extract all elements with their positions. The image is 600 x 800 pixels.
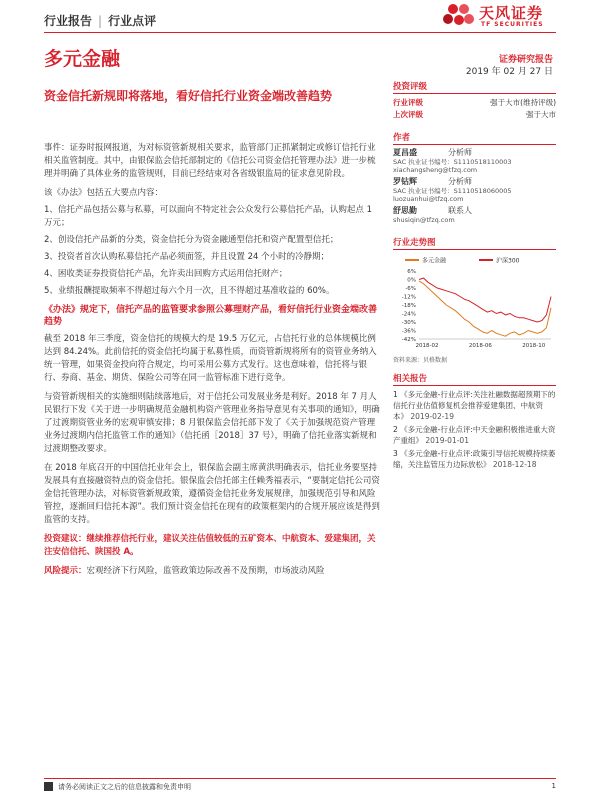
author-entry — [393, 206, 556, 224]
investment-advice: 投资建议：继续推荐信托行业，建议关注估值较低的五矿资本、中航资本、爱建集团，关注安信信托、陕国投 A。 — [44, 534, 376, 557]
y-tick-label: -12% — [401, 294, 416, 301]
paragraph-scale: 截至 2018 年三季度，资金信托的规模大约是 19.5 万亿元，占信托行业的总体规模比例达到 84.24%。此前信托的资金信托均属于私募性质，而资管新规将所有的资管业务纳入统一管理，如果资金投向符合规定，均可采用公募方式发行。这也意味着，信托将与银行、券商、基金、期货、保险公司等在同一监管标准下进行竞争。 — [44, 334, 377, 383]
report-type: 证券研究报告 — [498, 55, 553, 65]
list-item: 3、投资者首次认购私募信托产品必须面签，并且设置 24 个小时的冷静期； — [44, 252, 330, 262]
x-tick-label: 2018-10 — [522, 343, 546, 349]
related-report[interactable] — [393, 389, 556, 422]
company-logo — [441, 0, 559, 34]
related-title: 相关报告 — [393, 372, 556, 386]
legend-label: 多元金融 — [422, 257, 447, 265]
prev-rating-row — [393, 109, 556, 121]
series-line — [419, 278, 551, 322]
related-report[interactable] — [393, 424, 556, 446]
list-item: 5、业绩报酬提取频率不得超过每六个月一次，且不得超过基准收益的 60%。 — [44, 286, 335, 296]
report-subtitle: 资金信托新规即将落地，看好信托行业资金端改善趋势 — [44, 89, 333, 103]
sidebar — [393, 80, 556, 472]
related-report-date: 2019-02-19 — [410, 412, 454, 421]
related-report-text[interactable]: 1 《多元金融-行业点评:关注社融数据超预期下的信托行业估值修复机会推荐爱建集团、中航资本》 — [393, 390, 556, 421]
x-tick-label: 2018-02 — [415, 343, 439, 349]
x-tick-label: 2018-06 — [468, 343, 492, 349]
list-item: 4、困收类证券投资信托产品，允许卖出回购方式运用信托财产； — [44, 269, 288, 279]
subcategory-label: 行业点评 — [108, 14, 157, 28]
author-name: 罗钻辉 — [393, 177, 417, 186]
main-body — [44, 142, 380, 584]
legend-label: 沪深300 — [496, 257, 520, 265]
trend-chart-svg — [393, 253, 556, 353]
y-tick-label: -36% — [401, 328, 416, 335]
author-email[interactable]: shusiqin@tfzq.com — [393, 216, 455, 224]
author-entry — [393, 177, 556, 203]
rating-value: 强于大市(维持评级) — [490, 98, 556, 107]
y-tick-label: -42% — [401, 337, 416, 343]
rating-label: 行业评级 — [393, 98, 423, 107]
footer-divider — [44, 778, 556, 779]
author-role: 联系人 — [448, 206, 472, 215]
related-report-date: 2019-01-01 — [425, 436, 469, 445]
report-date: 2019 年 02 月 27 日 — [465, 67, 553, 77]
author-name: 夏昌盛 — [393, 148, 417, 157]
header-divider — [44, 32, 556, 33]
risk-text: 宏观经济下行风险，监管政策边际改善不及预期，市场波动风险 — [86, 566, 325, 576]
category-label: 行业报告 — [44, 14, 93, 28]
y-tick-label: 0% — [407, 277, 416, 284]
y-tick-label: -18% — [401, 303, 416, 309]
logo-text-cn: 天风证券 — [479, 4, 544, 22]
series-line — [419, 281, 551, 336]
author-entry — [393, 148, 556, 174]
list-item: 2、创设信托产品新的分类，资金信托分为资金融通型信托和资产配置型信托； — [44, 235, 339, 245]
author-role: 分析师 — [448, 148, 472, 157]
section-subhead: 《办法》规定下，信托产品的监管要求参照公募理财产品，看好信托行业资金端改善趋势 — [44, 305, 378, 327]
author-name: 舒思勤 — [393, 206, 417, 215]
footer-disclaimer: 请务必阅读正文之后的信息披露和免责申明 — [58, 783, 191, 791]
author-sac: SAC 执业证书编号：S1110518110003 — [393, 158, 512, 166]
risk-label: 风险提示： — [44, 566, 87, 576]
author-role: 分析师 — [448, 177, 472, 186]
prev-rating-value: 强于大市 — [526, 110, 556, 119]
chart-title: 行业走势图 — [393, 236, 556, 250]
rating-title: 投资评级 — [393, 80, 556, 94]
author-email[interactable]: xiachangsheng@tfzq.com — [393, 166, 478, 174]
logo-text-en: TF SECURITIES — [481, 21, 544, 28]
report-category: 行业报告 | 行业点评 — [44, 14, 157, 28]
paragraph-event: 事件：证券时报网报道，为对标资管新规相关要求，监管部门正抓紧制定或修订信托行业相关监管制度。其中，由银保监会信托部制定的《信托公司资金信托管理办法》进一步梳理并明确了具体业务的监管规则，目前已经结束对各省级银监局的征求意见阶段。 — [44, 143, 376, 179]
page-number: 1 — [551, 782, 556, 790]
page-title: 多元金融 — [44, 48, 121, 70]
paragraph-policy: 与资管新规相关的实施细则陆续落地后，对于信托公司发展业务是利好。2018 年 7 月人民银行下发《关于进一步明确规范金融机构资产管理业务指导意见有关事项的通知》，明确了过渡期资管业务的宏观审慎安排；8 月银保监会信托部下发了《关于加强规范资产管理业务过渡期内信托监管工作的通知》（信托函［2018］37 号），明确了信托业落实新规和过渡期整改要求。 — [44, 392, 380, 454]
y-tick-label: -24% — [401, 311, 416, 318]
related-report-text[interactable]: 3 《多元金融-行业点评:政策引导信托规模持续萎缩，关注监管压力边际放松》 — [393, 449, 556, 469]
related-report-text[interactable]: 2 《多元金融-行业点评:中天金融积极推进重大资产重组》 — [393, 425, 556, 445]
paragraph-conference: 在 2018 年底召开的中国信托业年会上，银保监会副主席黄洪明确表示，信托业务要坚持发展具有直接融资特点的资金信托。银保监会信托部主任赖秀福表示，“要制定信托公司资金信托管理办法，对标资管新规政策，遵循资金信托业务发展规律，加强规范引导和风险管控，逐渐回归信托本源”。我们预计资金信托在现有的政策框架内的合规开展应该是得到监管的支持。 — [44, 463, 380, 525]
related-report[interactable] — [393, 448, 556, 470]
y-tick-label: -6% — [405, 286, 416, 292]
paragraph-intro: 该《办法》包括五大要点内容： — [44, 188, 164, 198]
author-title: 作者 — [393, 131, 556, 145]
qr-code-icon — [44, 782, 53, 791]
list-item: 1、信托产品包括公募与私募，可以面向不特定社会公众发行公募信托产品，认购起点 1 万元； — [44, 205, 373, 228]
prev-rating-label: 上次评级 — [393, 110, 423, 119]
author-sac: SAC 执业证书编号：S1110518060005 — [393, 187, 512, 195]
y-tick-label: -30% — [401, 320, 416, 326]
related-report-date: 2018-12-18 — [492, 460, 537, 469]
author-email[interactable]: luozuanhui@tfzq.com — [393, 195, 464, 203]
trend-chart — [393, 253, 556, 353]
chart-source: 资料来源：贝格数据 — [393, 357, 448, 364]
rating-row — [393, 97, 556, 109]
y-tick-label: 6% — [407, 269, 416, 275]
logo-mark-icon — [441, 0, 477, 34]
risk-note — [44, 565, 380, 578]
